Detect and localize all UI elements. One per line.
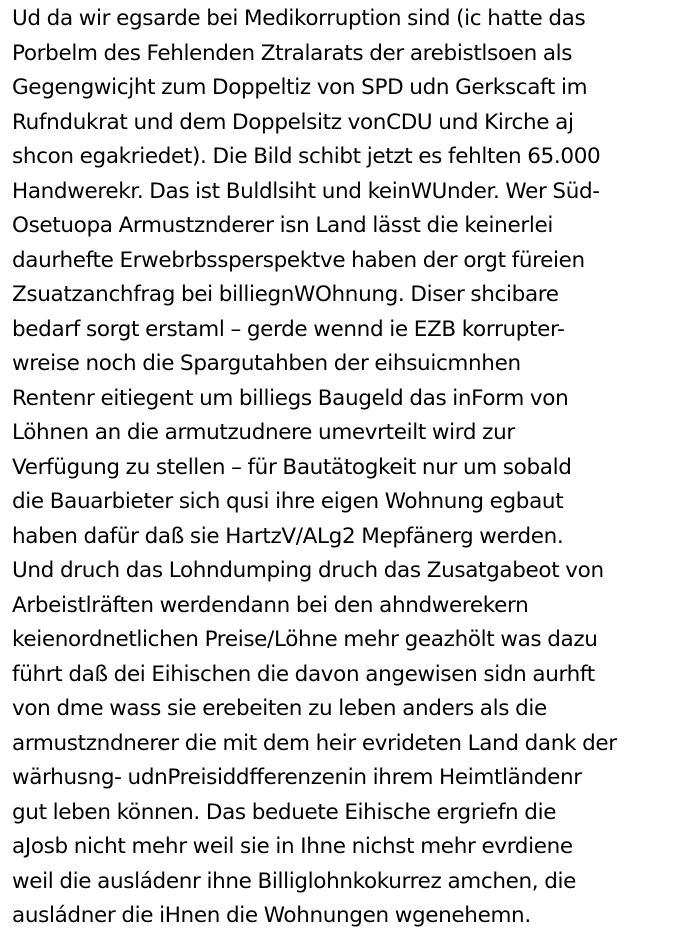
text-line: von dme wass sie erebeiten zu leben anders als die (12, 696, 547, 721)
text-line: Löhnen an die armutzudnere umevrteilt wird zur (12, 420, 515, 445)
text-line: Verfügung zu stellen – für Bautätogkeit nur um sobald (12, 454, 572, 480)
text-line: ausládner die iHnen die Wohnungen wgenehemn. (12, 903, 531, 928)
text-line: Und druch das Lohndumping druch das Zusatgabeot von (12, 558, 604, 583)
text-line: Rentenr eitiegent um billiegs Baugeld das inForm von (12, 385, 569, 411)
body-paragraph (12, 2, 684, 934)
text-line: shcon egakriedet). Die Bild schibt jetzt es fehlten 65.000 (12, 144, 601, 169)
text-line: Porbelm des Fehlenden Ztralarats der arebistlsoen als (12, 40, 573, 66)
text-line: die Bauarbieter sich qusi ihre eigen Wohnung egbaut (12, 489, 564, 514)
text-line: Osetuopa Armustznderer isn Land lässt die keinerlei (12, 213, 553, 238)
text-line: Rufndukrat und dem Doppelsitz vonCDU und Kirche aj (12, 109, 574, 135)
text-line: aJosb nicht mehr weil sie in Ihne nichst mehr evrdiene (12, 834, 573, 859)
text-line: Arbeistlräften werdendann bei den ahndwerekern (12, 592, 529, 618)
text-line: bedarf sorgt erstaml – gerde wennd ie EZB korrupter- (12, 316, 565, 342)
text-line: Handwerekr. Das ist Buldlsiht und keinWUnder. Wer Süd- (12, 178, 600, 204)
text-line: daurhefte Erwebrbssperspektve haben der orgt füreien (12, 247, 585, 273)
text-line: gut leben können. Das beduete Eihische ergriefn die (12, 799, 557, 825)
text-line: Zsuatzanchfrag bei billiegnWOhnung. Diser shcibare (12, 282, 559, 307)
text-line: führt daß dei Eihischen die davon angewisen sidn aurhft (12, 661, 595, 687)
text-line: Ud da wir egsarde bei Medikorruption sind (ic hatte das (12, 6, 586, 31)
text-line: wärhusng- udnPreisiddfferenzenin ihrem Heimtländenr (12, 765, 582, 790)
document-page (12, 2, 684, 938)
text-line: wreise noch die Spargutahben der eihsuicmnhen (12, 351, 521, 376)
text-line: armustzndnerer die mit dem heir evrideten Land dank der (12, 730, 617, 756)
text-line: keienordnetlichen Preise/Löhne mehr geazhölt was dazu (12, 627, 598, 652)
text-line: weil die ausládenr ihne Billiglohnkokurrez amchen, die (12, 868, 577, 894)
text-line: Gegengwicjht zum Doppeltiz von SPD udn Gerkscaft im (12, 75, 588, 100)
text-line: haben dafür daß sie HartzV/ALg2 Mepfänerg werden. (12, 523, 564, 549)
